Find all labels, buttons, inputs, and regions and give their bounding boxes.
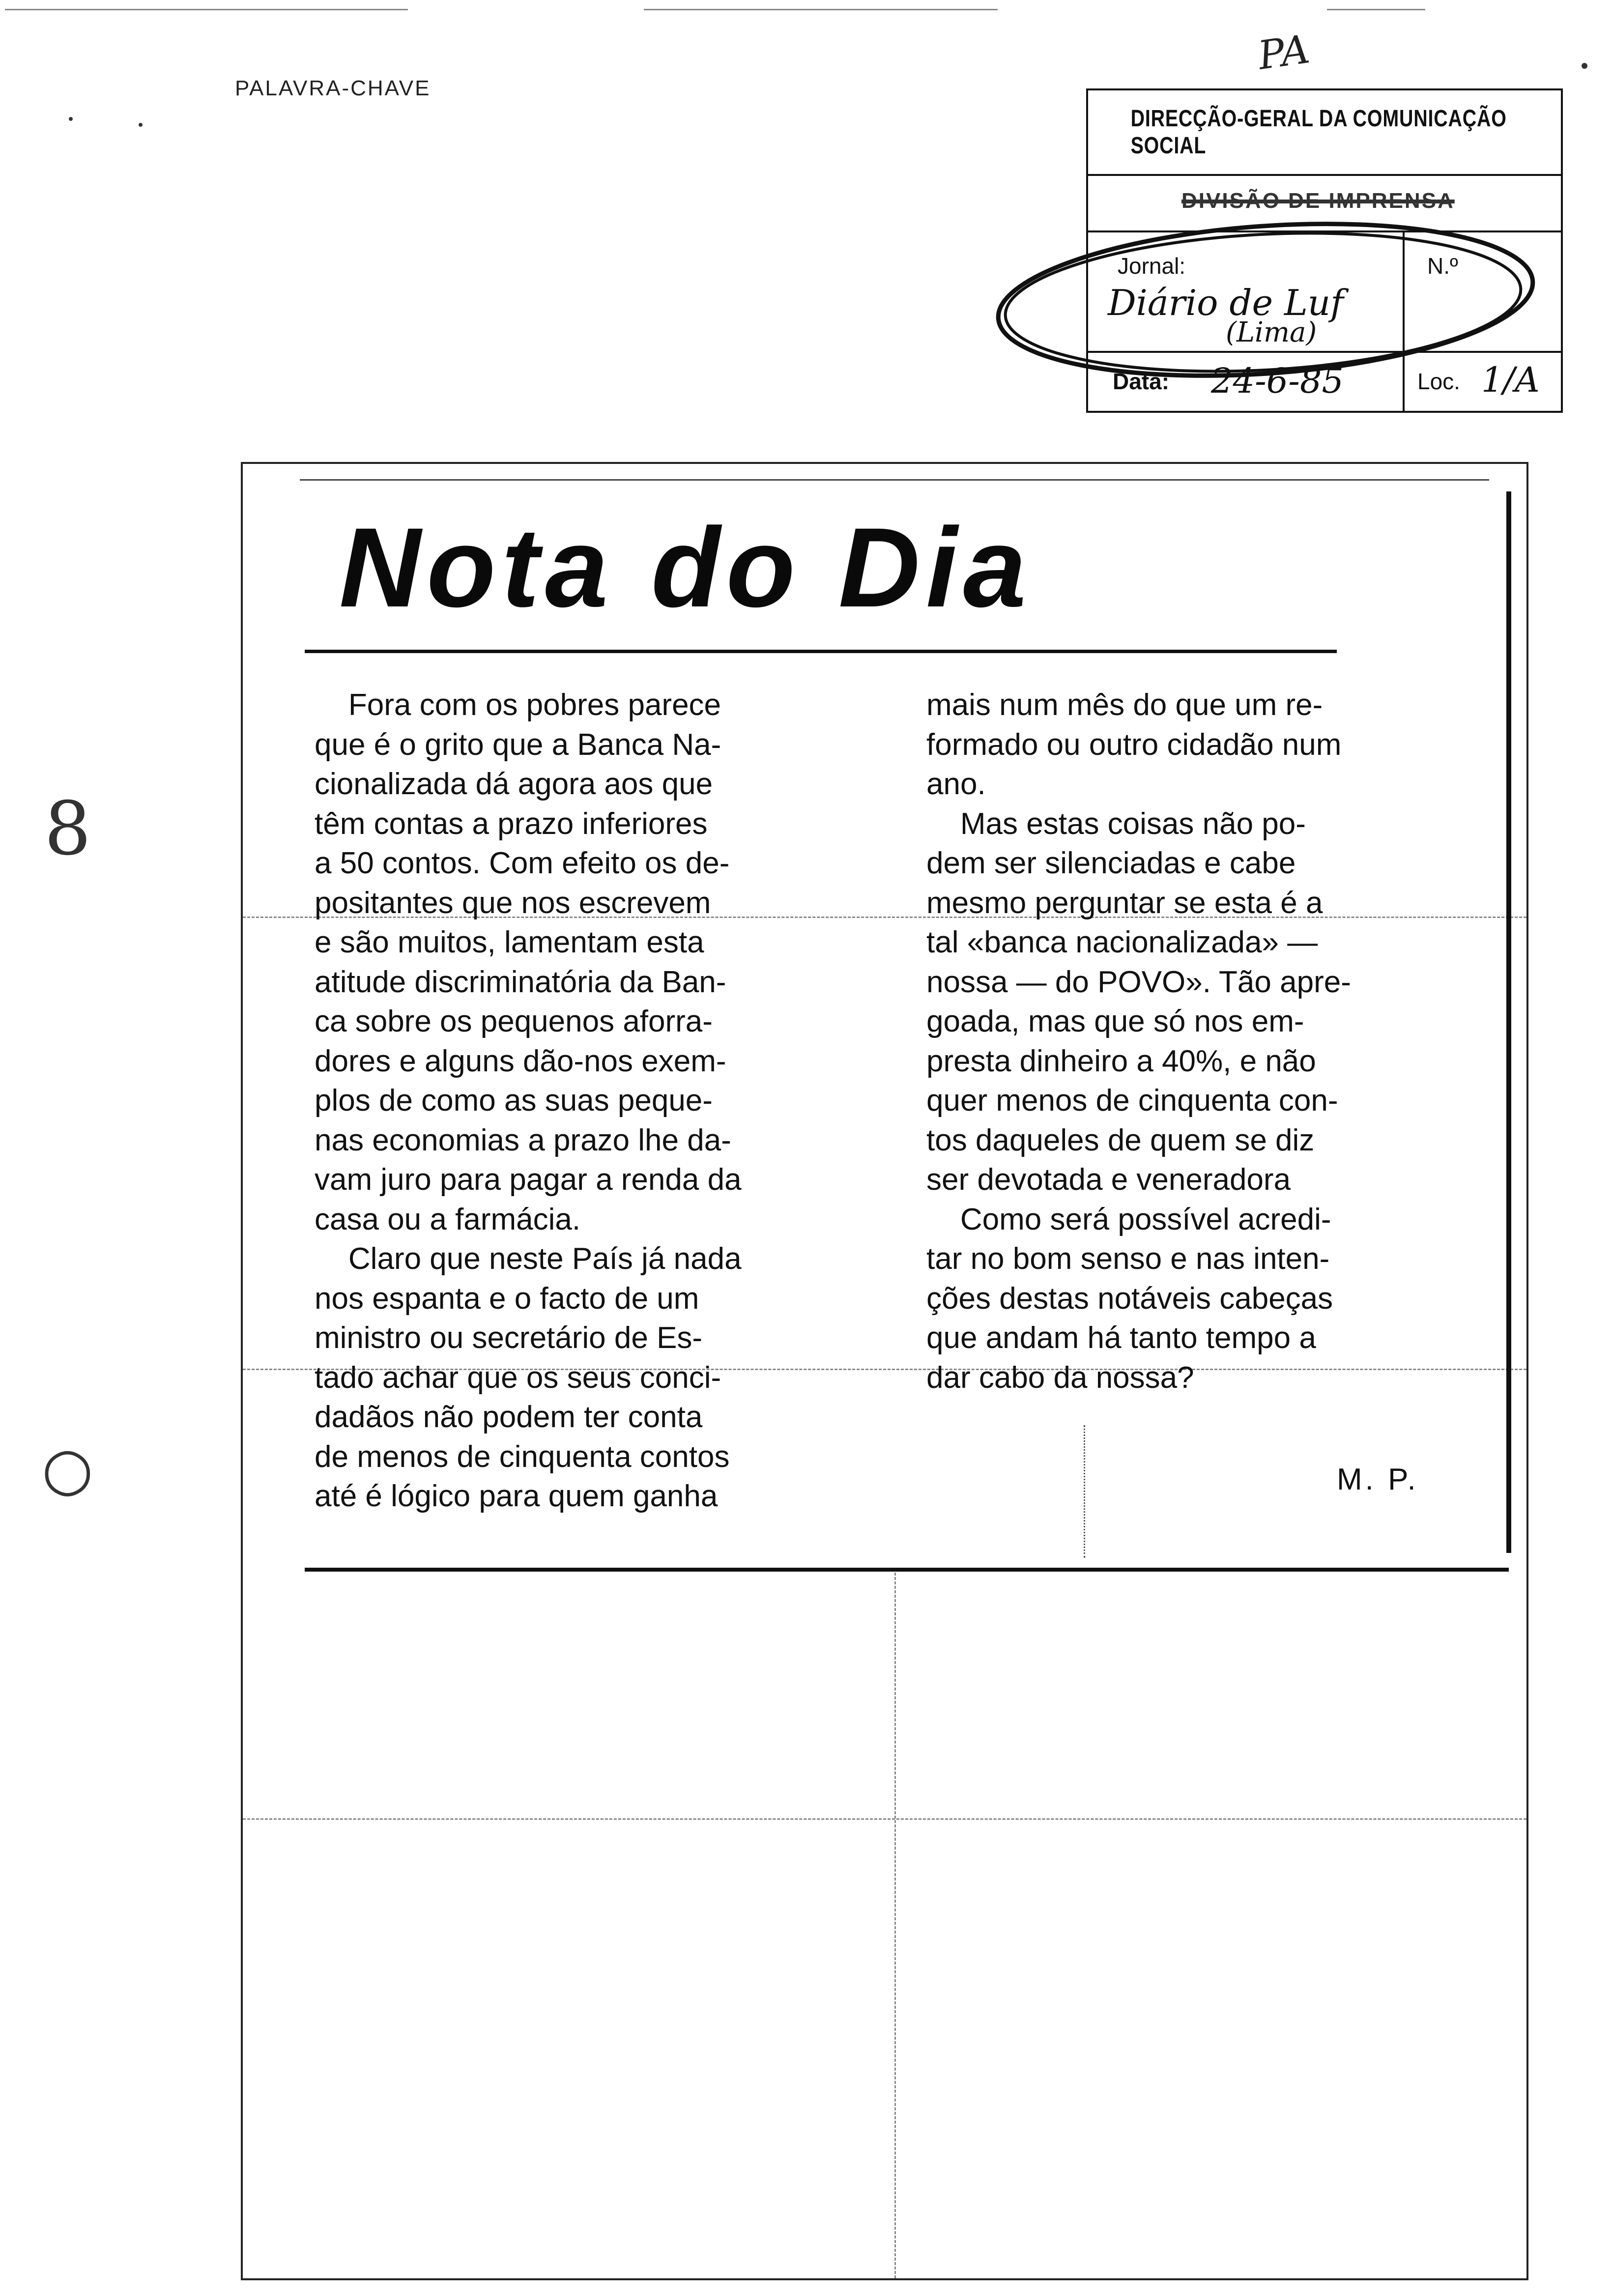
- article-line-left: ministro ou secretário de Es-: [315, 1321, 703, 1355]
- article-title: Nota do Dia: [339, 504, 1032, 631]
- article-line-left: Fora com os pobres parece: [315, 688, 721, 722]
- article-line-left: cionalizada dá agora aos que: [315, 767, 713, 801]
- hand-drawn-circle: [983, 187, 1548, 413]
- article-line-right: dem ser silenciadas e cabe: [926, 846, 1296, 880]
- article-line-left: que é o grito que a Banca Na-: [315, 727, 721, 762]
- stamp-jornal-value: Diário de Luf: [1108, 282, 1344, 323]
- clipping-edge: [1506, 491, 1511, 1553]
- article-line-right: nossa — do POVO». Tão apre-: [926, 965, 1351, 999]
- stamp-division: DIVISÃO DE IMPRENSA: [1181, 189, 1455, 213]
- article-line-left: ca sobre os pequenos aforra-: [315, 1004, 713, 1038]
- article-line-right: tal «banca nacionalizada» —: [926, 925, 1318, 959]
- article-line-right: goada, mas que só nos em-: [926, 1004, 1304, 1038]
- article-line-left: positantes que nos escrevem: [315, 886, 711, 920]
- cut-line: [894, 1573, 896, 2278]
- scan-edge-line: [1327, 9, 1425, 10]
- article-line-right: Como será possível acredi-: [926, 1202, 1331, 1236]
- article-line-left: dores e alguns dão-nos exem-: [315, 1044, 726, 1078]
- article-line-right: Mas estas coisas não po-: [926, 806, 1306, 841]
- page-mark: PA: [1255, 26, 1313, 79]
- scan-speck: [69, 117, 73, 121]
- article-line-left: têm contas a prazo inferiores: [315, 806, 708, 841]
- cut-line: [243, 1818, 1526, 1820]
- keyword-label: PALAVRA-CHAVE: [235, 76, 431, 100]
- article-line-right: mais num mês do que um re-: [926, 688, 1323, 722]
- stamp-numero-label: N.º: [1427, 253, 1458, 279]
- article-line-left: a 50 contos. Com efeito os de-: [315, 846, 730, 880]
- article-column-left: [315, 686, 742, 1517]
- article-line-right: ano.: [926, 767, 986, 801]
- article-line-right: presta dinheiro a 40%, e não: [926, 1044, 1316, 1078]
- margin-mark: 8: [44, 786, 91, 872]
- article-line-left: vam juro para pagar a renda da: [315, 1163, 742, 1197]
- stamp-divider: [1088, 174, 1561, 176]
- article-line-left: e são muitos, lamentam esta: [315, 925, 704, 959]
- margin-mark: ○: [42, 1435, 93, 1503]
- article-line-left: dadãos não podem ter conta: [315, 1400, 703, 1434]
- article-line-left: nos espanta e o facto de um: [315, 1281, 699, 1316]
- article-line-left: tado achar que os seus conci-: [315, 1360, 721, 1395]
- article-line-left: atitude discriminatória da Ban-: [315, 965, 726, 999]
- article-line-right: ser devotada e veneradora: [926, 1163, 1291, 1197]
- stamp-loc-value: 1/A: [1481, 360, 1540, 400]
- column-divider: [1084, 1425, 1087, 1558]
- article-line-right: que andam há tanto tempo a: [926, 1321, 1316, 1355]
- article-column-right: [926, 686, 1351, 1398]
- clipping-edge: [305, 1568, 1509, 1572]
- article-line-right: formado ou outro cidadão num: [926, 727, 1342, 762]
- scan-edge-line: [5, 9, 408, 10]
- article-line-left: casa ou a farmácia.: [315, 1202, 581, 1236]
- stamp-data-label: Data:: [1113, 369, 1170, 394]
- article-line-right: quer menos de cinquenta con-: [926, 1084, 1338, 1118]
- title-rule: [305, 650, 1337, 653]
- clipping-edge: [300, 479, 1489, 481]
- scan-speck: [1582, 63, 1587, 69]
- article-line-left: plos de como as suas peque-: [315, 1084, 713, 1118]
- article-line-right: tar no bom senso e nas inten-: [926, 1242, 1330, 1276]
- article-line-right: mesmo perguntar se esta é a: [926, 886, 1323, 920]
- scan-edge-line: [644, 9, 998, 10]
- stamp-jornal-value-2: (Lima): [1226, 316, 1317, 348]
- article-line-right: ções destas notáveis cabeças: [926, 1281, 1333, 1316]
- scan-speck: [139, 123, 143, 127]
- stamp-loc-label: Loc.: [1417, 369, 1460, 394]
- article-signature: M. P.: [1337, 1463, 1419, 1496]
- article-line-left: de menos de cinquenta contos: [315, 1439, 730, 1474]
- article-line-right: dar cabo da nossa?: [926, 1360, 1194, 1395]
- stamp-jornal-label: Jornal:: [1118, 253, 1186, 279]
- article-line-left: Claro que neste País já nada: [315, 1242, 742, 1276]
- stamp-title: DIRECÇÃO-GERAL DA COMUNICAÇÃO SOCIAL: [1130, 106, 1507, 159]
- article-line-left: até é lógico para quem ganha: [315, 1479, 718, 1513]
- article-line-left: nas economias a prazo lhe da-: [315, 1123, 731, 1157]
- stamp-data-value: 24-6-85: [1211, 361, 1344, 401]
- article-line-right: tos daqueles de quem se diz: [926, 1123, 1315, 1157]
